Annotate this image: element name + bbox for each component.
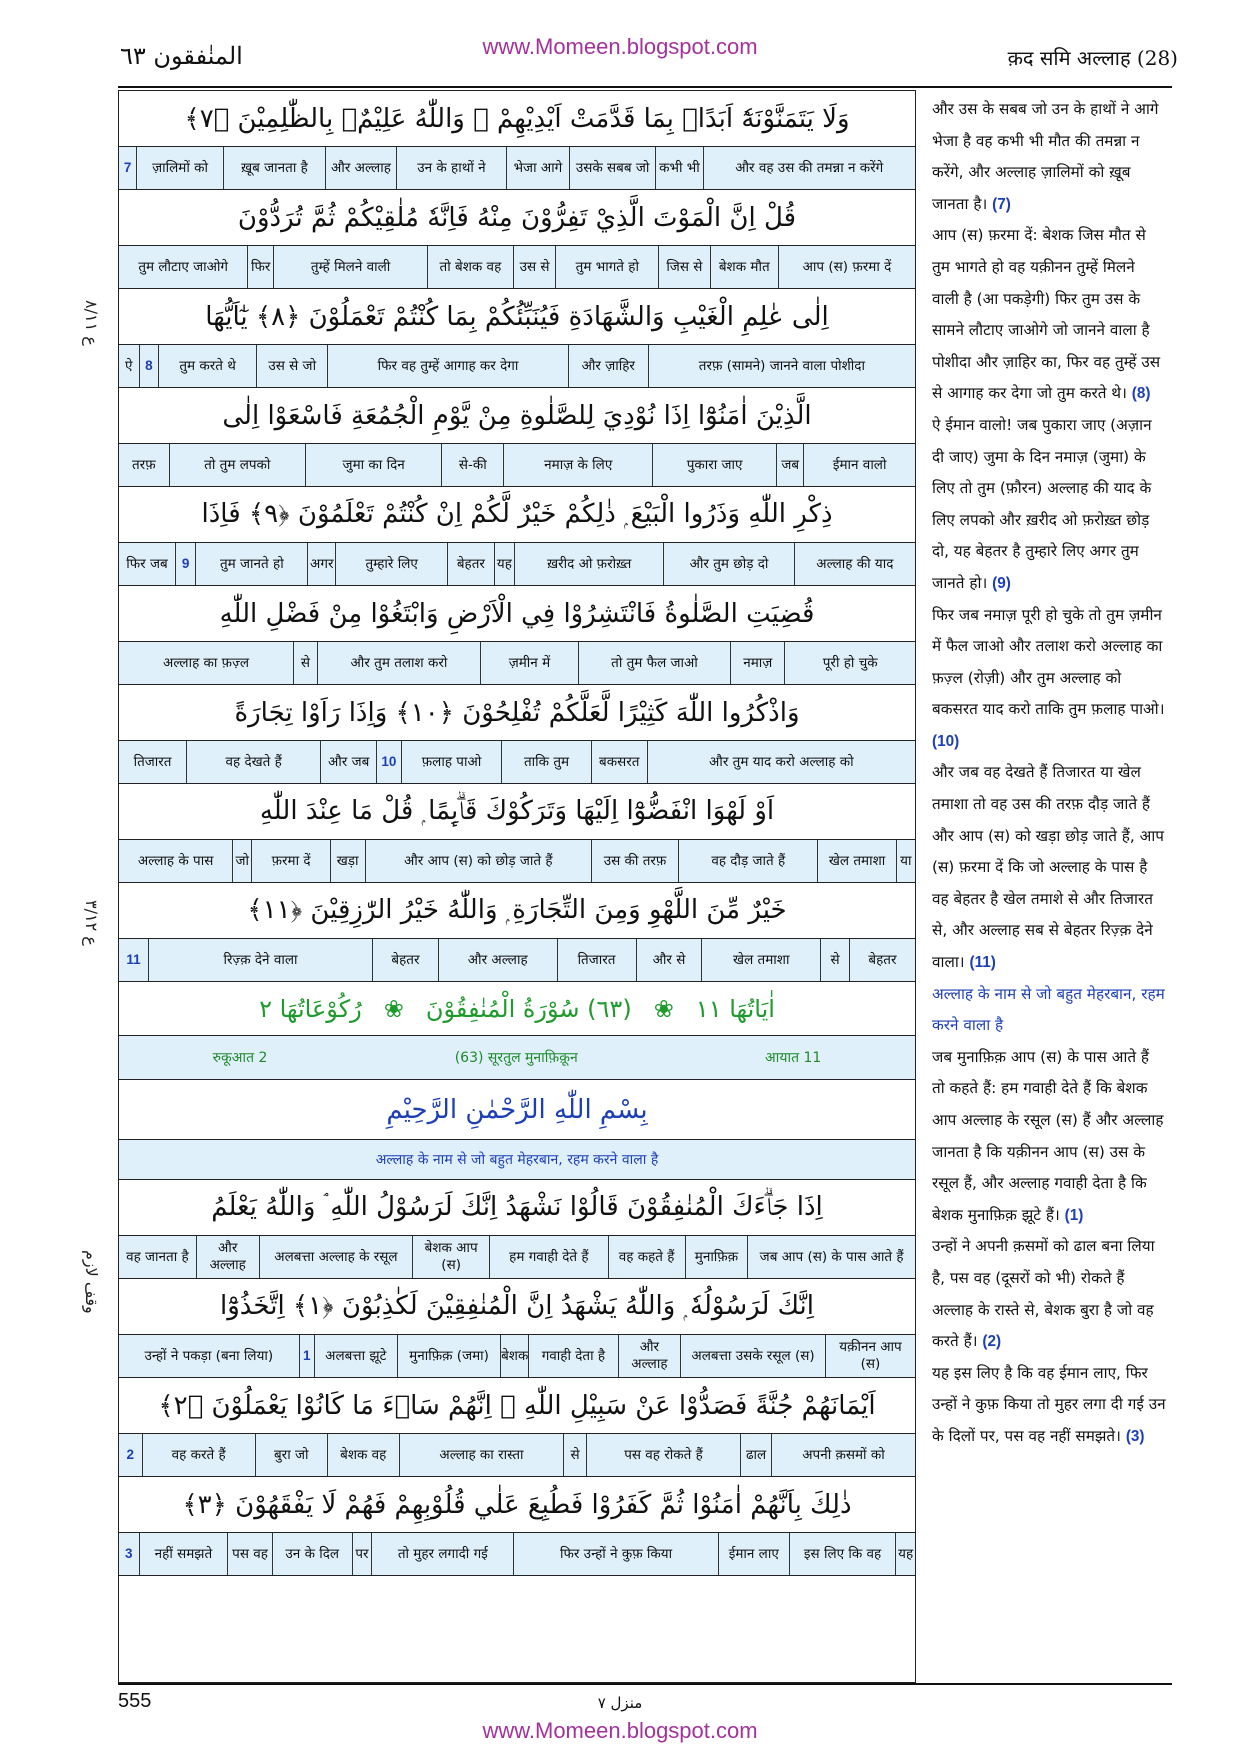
translation-paragraph [932,1358,1166,1453]
word-cell: फिर उन्हों ने कुफ़ किया [513,1533,717,1575]
translation-text: और उस के सबब जो उन के हाथों ने आगे भेजा है वह कभी भी मौत की तमन्ना न करेंगे, और अल्लाह ज़ालिमों को ख़ूब जानता है। [932,100,1159,213]
translation-paragraph [932,410,1166,600]
verse-number: (8) [1131,385,1151,403]
page-number: 555 [118,1690,152,1712]
header-rule [118,86,1172,88]
word-cell: बेशक आप (स) [412,1236,489,1278]
word-cell: उस से [513,246,556,288]
word-cell: वह देखते हैं [186,741,320,783]
translation-text: जब मुनाफ़िक़ आप (स) के पास आते हैं तो कहते हैं: हम गवाही देते हैं कि बेशक आप अल्लाह के रसूल (स) हैं और अल्लाह जानता है कि यक़ीनन आप (स) उस के रसूल हैं, और अल्लाह गवाही देता है कि बेशक मुनाफ़िक़ झूटे हैं। [932,1047,1164,1224]
word-cell: बकसरत [591,741,647,783]
word-cell: नमाज़ के लिए [503,444,652,486]
arabic-verse-line: خَيْرٌ مِّنَ اللَّهْوِ وَمِنَ التِّجَارَةِ ۭ وَاللّٰهُ خَيْرُ الرّٰزِقِيْنَ ﴿١١﴾ [119,883,915,939]
word-cell: और अल्लाह [438,939,557,981]
translation-text: अल्लाह के नाम से जो बहुत मेहरबान, रहम करने वाला है [932,984,1165,1035]
word-cell: खेल तमाशा [701,939,820,981]
surah-ruku-count-hi: रुकूआत 2 [212,1050,268,1066]
word-cell: बुरा जो [255,1434,327,1476]
arabic-verse-line: قُلْ اِنَّ الْمَوْتَ الَّذِيْ تَفِرُّوْنَ مِنْهُ فَاِنَّهٗ مُلٰقِيْكُمْ ثُمَّ تُرَدُّوْنَ [119,190,915,246]
word-cell: तुम्हें मिलने वाली [273,246,427,288]
part-header-title: क़द समि अल्लाह (28) [1007,46,1178,70]
word-translation-row [119,246,915,289]
surah-title-hindi [119,1036,915,1080]
main-translation-grid [118,90,916,1683]
word-cell: फिर वह तुम्हें आगाह कर देगा [327,345,567,387]
word-cell: और जब [320,741,376,783]
word-cell: पर [352,1533,372,1575]
word-translation-row [119,345,915,388]
word-cell: अपनी क़समों को [771,1434,915,1476]
word-cell: अल्लाह के पास [137,852,214,869]
surah-name-hi: (63) सूरतुल मुनाफ़िक़ून [454,1050,578,1066]
word-translation-row [119,840,915,883]
word-cell: वह दौड़ जाते हैं [678,840,817,882]
word-cell: वह कहते हैं [608,1236,685,1278]
word-cell: तिजारत [557,939,636,981]
word-cell: और ज़ाहिर [568,345,648,387]
word-cell: और तुम छोड़ दो [663,543,793,585]
verse-number: (2) [982,1333,1002,1351]
translation-paragraph [932,757,1166,978]
footer-url[interactable]: www.Momeen.blogspot.com [482,1718,758,1743]
word-translation-row [119,642,915,685]
word-translation-row [119,1434,915,1477]
word-cell: अलबत्ता अल्लाह के रसूल [259,1236,413,1278]
arabic-verse-line: اَوْ لَهْوَا انْفَضُّوْٓا اِلَيْهَا وَتَرَكُوْكَ قَاۗىِٕمًا ۭ قُلْ مَا عِنْدَ اللّٰهِ [119,784,915,840]
translation-text: फिर जब नमाज़ पूरी हो चुके तो तुम ज़मीन में फैल जाओ और तलाश करो अल्लाह का फ़ज़्ल (रोज़ी) और तुम अल्लाह को बकसरत याद करो ताकि तुम फ़लाह पाओ। [932,605,1165,719]
word-cell: बेशक [500,1335,528,1377]
translation-text: उन्हों ने अपनी क़समों को ढाल बना लिया है, पस वह (दूसरों को भी) रोकते हैं अल्लाह के रास्ते से, बेशक बुरा है जो वह करते हैं। [932,1237,1155,1351]
word-translation-row [119,543,915,586]
word-cell: और अल्लाह [618,1335,680,1377]
verse-number-cell: 3 [125,1545,133,1561]
word-cell: बेहतर [849,939,915,981]
word-cell: और तुम तलाश करो [317,642,480,684]
word-cell: ईमान लाए [718,1533,789,1575]
flower-icon: ❀ [653,994,674,1023]
word-cell: तो तुम फैल जाओ [578,642,730,684]
word-cell: अल्लाह की याद [794,543,915,585]
ruku-marker-2: ع ٣/١٢ [82,900,101,946]
word-cell: यह [494,543,515,585]
surah-name-ar: (٦٣) سُوْرَةُ الْمُنٰفِقُوْنَ [425,994,632,1023]
translation-text: और जब वह देखते हैं तिजारत या खेल तमाशा तो वह उस की तरफ़ दौड़ जाते हैं और आप (स) को खड़ा छोड़ जाते हैं, आप (स) फ़रमा दें कि जो अल्लाह के पास है वह बेहतर है खेल तमाशे से और तिजारत से, और अल्लाह सब से बेहतर रिज़्क़ देने वाला। [932,763,1164,972]
side-translation-column [920,90,1172,1683]
manzil-marker: منزل ٧ [597,1694,643,1712]
ruku-marker-1: ع ٨/١١ [82,300,101,346]
word-translation-row [119,147,915,190]
verse-number-cell: 7 [123,159,132,175]
word-cell: जब आप (स) के पास आते हैं [747,1236,915,1278]
word-cell: बेहतर [372,939,438,981]
word-cell: और आप (स) को छोड़ जाते हैं [365,840,591,882]
translation-paragraph [932,220,1166,410]
word-cell: पस वह रोकते हैं [586,1434,740,1476]
word-cell: और वह उस की तमन्ना न करेंगे [703,147,915,189]
word-cell: तुम लौटाए जाओगे [138,258,229,275]
word-translation-row [119,1335,915,1378]
word-cell: से [293,642,317,684]
word-cell: और से [636,939,702,981]
word-cell: खड़ा [330,840,365,882]
arabic-verse-line: ذٰلِكَ بِاَنَّهُمْ اٰمَنُوْا ثُمَّ كَفَرُوْا فَطُبِعَ عَلٰي قُلُوْبِهِمْ فَهُمْ لَا يَفْقَهُوْنَ ﴿٣﴾ [119,1477,915,1533]
arabic-verse-line: اَيْمَانَهُمْ جُنَّةً فَصَدُّوْا عَنْ سَبِيْلِ اللّٰهِ ۭ اِنَّهُمْ سَاۗءَ مَا كَانُوْا يَعْمَلُوْنَ ﴿٢﴾ [119,1378,915,1434]
word-cell: आप (स) फ़रमा दें [778,246,915,288]
word-translation-row [119,741,915,784]
word-cell: नमाज़ [730,642,784,684]
word-cell: उस से जो [256,345,327,387]
word-cell: से-की [441,444,503,486]
word-cell: तुम जानते हो [195,543,307,585]
word-cell: और तुम याद करो अल्लाह को [647,741,915,783]
word-cell: फिर जब [126,555,168,572]
translation-paragraph [932,94,1166,220]
word-cell: अल्लाह का फ़ज़्ल [163,654,249,671]
word-cell: तरफ़ (सामने) जानने वाला पोशीदा [648,345,915,387]
word-cell: जब [776,444,803,486]
word-cell: इस लिए कि वह [789,1533,896,1575]
word-cell: और अल्लाह [196,1236,259,1278]
word-translation-row [119,1533,915,1576]
bismillah-hindi: अल्लाह के नाम से जो बहुत मेहरबान, रहम करने वाला है [119,1140,915,1180]
arabic-verse-line: الَّذِيْنَ اٰمَنُوْٓا اِذَا نُوْدِيَ لِلصَّلٰوةِ مِنْ يَّوْمِ الْجُمُعَةِ فَاسْعَوْا اِلٰى [119,388,915,444]
word-cell: और अल्लाह [325,147,396,189]
word-cell: बेहतर [447,543,494,585]
word-cell: उन के हाथों ने [396,147,506,189]
surah-header-title: المنٰفقون ٦٣ [120,42,243,70]
word-cell: यक़ीनन आप (स) [825,1335,915,1377]
verse-number: (9) [992,574,1011,592]
word-cell: से [820,939,849,981]
word-cell: तुम करते थे [158,345,256,387]
word-cell: तरफ़ [131,456,156,473]
word-cell: ख़रीद ओ फ़रोख़्त [514,543,663,585]
arabic-verse-line: اِذَا جَاۗءَكَ الْمُنٰفِقُوْنَ قَالُوْا نَشْهَدُ اِنَّكَ لَرَسُوْلُ اللّٰهِ ۘ وَاللّٰهُ يَعْلَمُ [119,1180,915,1236]
word-cell: भेजा आगे [506,147,569,189]
word-cell: या [896,840,915,882]
word-cell: ख़ूब जानता है [223,147,325,189]
verse-number: (11) [969,954,996,972]
word-cell: ईमान वालो [803,444,915,486]
header-url-top[interactable]: www.Momeen.blogspot.com [482,34,758,59]
bismillah-arabic: بِسْمِ اللّٰهِ الرَّحْمٰنِ الرَّحِيْمِ [119,1080,915,1140]
word-cell: खेल तमाशा [817,840,895,882]
word-cell: जुमा का दिन [305,444,441,486]
word-cell: अल्लाह का रास्ता [399,1434,564,1476]
word-cell: उन के दिल [272,1533,352,1575]
arabic-verse-line: ذِكْرِ اللّٰهِ وَذَرُوا الْبَيْعَ ۭ ذٰلِكُمْ خَيْرٌ لَّكُمْ اِنْ كُنْتُمْ تَعْلَمُوْنَ ﴿٩﴾ فَاِذَا [119,487,915,543]
verse-number: (1) [1064,1206,1084,1224]
word-cell: बेशक वह [327,1434,399,1476]
word-cell: उस की तरफ़ [591,840,678,882]
word-cell: ज़ालिमों को [136,147,223,189]
word-cell: फिर [247,246,273,288]
word-cell: गवाही देता है [528,1335,618,1377]
word-cell: फ़लाह पाओ [401,741,502,783]
word-cell: अलबत्ता झूटे [314,1335,397,1377]
verse-number-cell: 10 [376,741,401,783]
translation-text: यह इस लिए है कि वह ईमान लाए, फिर उन्हों ने कुफ़ किया तो मुहर लगा दी गई उन के दिलों पर, पस वह नहीं समझते। [932,1363,1166,1445]
word-cell: जिस से [658,246,709,288]
word-cell: उसके सबब जो [569,147,656,189]
arabic-verse-line: وَاذْكُرُوا اللّٰهَ كَثِيْرًا لَّعَلَّكُمْ تُفْلِحُوْنَ ﴿١٠﴾ وَاِذَا رَاَوْا تِجَارَةً [119,685,915,741]
translation-paragraph [932,1231,1166,1357]
verse-number-cell: 2 [126,1446,135,1462]
arabic-verse-line: اِنَّكَ لَرَسُوْلُهٗ ۭ وَاللّٰهُ يَشْهَدُ اِنَّ الْمُنٰفِقِيْنَ لَكٰذِبُوْنَ ﴿١﴾ اِتَّخَذُوْٓا [119,1279,915,1335]
arabic-verse-line: اِلٰى عٰلِمِ الْغَيْبِ وَالشَّهَادَةِ فَيُنَبِّئُكُمْ بِمَا كُنْتُمْ تَعْمَلُوْنَ ﴿٨﴾ يٰٓاَيُّهَا [119,289,915,345]
flower-icon: ❀ [383,994,404,1023]
footer-rule [118,1683,1172,1685]
translation-text: ऐ ईमान वालो! जब पुकारा जाए (अज़ान दी जाए) जुमा के दिन नमाज़ (जुमा) के लिए तो तुम (फ़ौरन) अल्लाह की याद के लिए लपको और ख़रीद ओ फ़रोख़्त छोड़ दो, यह बेहतर है तुम्हारे लिए अगर तुम जानते हो। [932,415,1152,592]
word-translation-row [119,1236,915,1279]
word-cell: ताकि तुम [501,741,590,783]
word-cell: तो मुहर लगादी गई [371,1533,513,1575]
verse-number: (7) [992,195,1011,213]
arabic-verse-line: قُضِيَتِ الصَّلٰوةُ فَانْتَشِرُوْا فِي الْاَرْضِ وَابْتَغُوْا مِنْ فَضْلِ اللّٰهِ [119,586,915,642]
surah-title-arabic [119,982,915,1036]
waqf-marker: وقف لازم [82,1250,101,1314]
word-cell: जो [232,840,251,882]
surah-ayat-count-ar: اٰيَاتُهَا ١١ [695,994,775,1023]
translation-paragraph [932,1042,1166,1232]
word-cell: फ़रमा दें [251,840,329,882]
translation-paragraph [932,979,1166,1042]
word-cell: तिजारत [133,753,172,770]
word-cell: कभी भी [655,147,702,189]
word-cell: बेशक मौत [710,246,778,288]
word-cell: पुकारा जाए [652,444,776,486]
word-cell: अलबत्ता उसके रसूल (स) [680,1335,825,1377]
word-cell: यह [895,1533,915,1575]
word-cell: हम गवाही देते हैं [489,1236,608,1278]
word-cell: ऐ [125,357,133,374]
word-cell: मुनाफ़िक़ (जमा) [397,1335,501,1377]
word-translation-row [119,939,915,982]
verse-number-cell: 1 [299,1335,314,1377]
translation-paragraph [932,600,1166,758]
arabic-verse-line: وَلَا يَتَمَنَّوْنَهٗٓ اَبَدًاۢ بِمَا قَدَّمَتْ اَيْدِيْهِمْ ۭ وَاللّٰهُ عَلِيْمٌۢ بِالظّٰلِمِيْنَ ﴿٧﴾ [119,91,915,147]
word-cell: अगर [307,543,335,585]
word-cell: वह जानता है [126,1248,189,1265]
surah-ayat-count-hi: आयात 11 [765,1050,822,1066]
verse-number-cell: 8 [139,345,159,387]
translation-text: आप (स) फ़रमा दें: बेशक जिस मौत से तुम भागते हो वह यक़ीनन तुम्हें मिलने वाली है (आ पकड़ेगी) फिर तुम उस के सामने लौटाए जाओगे जो जानने वाला है पोशीदा और ज़ाहिर का, फिर वह तुम्हें उस से आगाह कर देगा जो तुम करते थे। [932,226,1161,403]
word-translation-row [119,444,915,487]
verse-number: (3) [1125,1427,1145,1445]
word-cell: ज़मीन में [480,642,578,684]
word-cell: मुनाफ़िक़ [685,1236,748,1278]
word-cell: पूरी हो चुके [784,642,914,684]
verse-number-cell: 11 [126,951,141,967]
verse-number: (10) [932,732,960,750]
word-cell: तुम भागते हो [555,246,658,288]
word-cell: रिज़्क़ देने वाला [148,939,372,981]
verse-number-cell: 9 [175,543,196,585]
word-cell: से [563,1434,586,1476]
word-cell: तुम्हारे लिए [335,543,447,585]
word-cell: नहीं समझते [139,1533,228,1575]
word-cell: वह करते हैं [142,1434,255,1476]
word-cell: पस वह [227,1533,271,1575]
word-cell: ढाल [740,1434,771,1476]
word-cell: तो बेशक वह [427,246,513,288]
word-cell: तो तुम लपको [169,444,305,486]
surah-ruku-count-ar: رُكُوْعَاتُهَا ٢ [259,994,362,1023]
word-cell: उन्हों ने पकड़ा (बना लिया) [144,1347,274,1364]
